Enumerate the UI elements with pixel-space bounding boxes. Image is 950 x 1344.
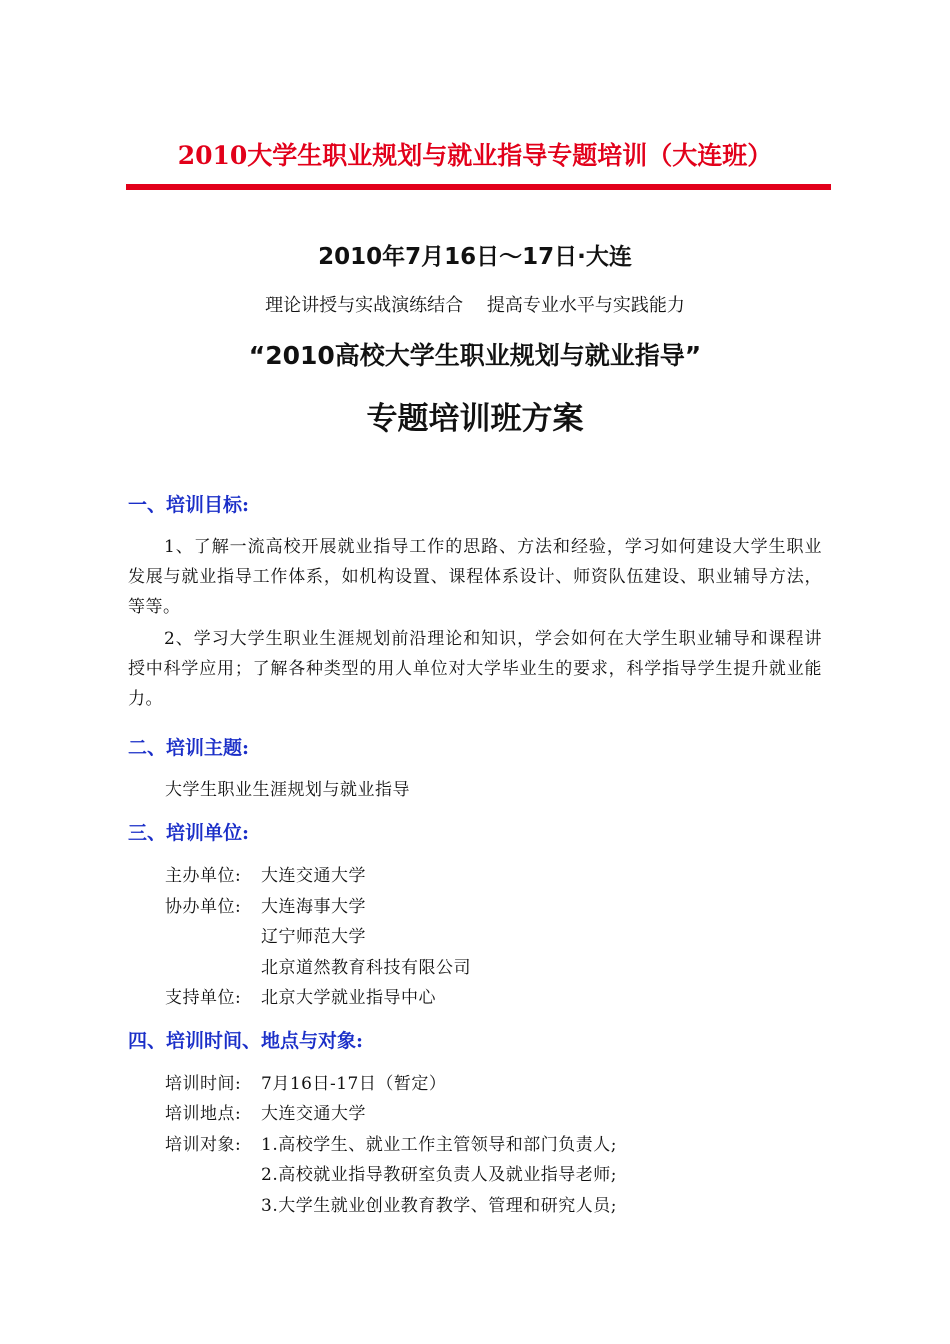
co-unit-label: 协办单位: xyxy=(165,897,242,917)
training-place-label: 培训地点: xyxy=(165,1104,242,1124)
section-heading-schedule: 四、培训时间、地点与对象: xyxy=(128,1030,364,1052)
co-unit-value: 北京道然教育科技有限公司 xyxy=(261,958,471,978)
training-time-label: 培训时间: xyxy=(165,1074,242,1094)
section-heading-objectives: 一、培训目标: xyxy=(128,494,250,516)
co-unit-value: 辽宁师范大学 xyxy=(261,927,366,947)
objective-paragraph-1: 1、了解一流高校开展就业指导工作的思路、方法和经验，学习如何建设大学生职业发展与就业指导工作体系，如机构设置、课程体系设计、师资队伍建设、职业辅导方法，等等。 xyxy=(128,537,822,617)
host-unit-value: 大连交通大学 xyxy=(261,866,366,886)
support-unit-label: 支持单位: xyxy=(165,988,242,1008)
training-audience-item: 1.高校学生、就业工作主管领导和部门负责人; xyxy=(261,1135,617,1155)
program-type-heading: 专题培训班方案 xyxy=(366,401,584,437)
program-name: “2010高校大学生职业规划与就业指导” xyxy=(248,341,702,370)
training-time-value: 7月16日-17日（暂定） xyxy=(261,1074,447,1094)
support-unit-value: 北京大学就业指导中心 xyxy=(261,988,436,1008)
co-unit-value: 大连海事大学 xyxy=(261,897,366,917)
training-audience-item: 3.大学生就业创业教育教学、管理和研究人员; xyxy=(261,1196,617,1216)
training-audience-label: 培训对象: xyxy=(165,1135,242,1155)
section-heading-theme: 二、培训主题: xyxy=(128,737,250,759)
objective-paragraph-2: 2、学习大学生职业生涯规划前沿理论和知识，学会如何在大学生职业辅导和课程讲授中科学应用；了解各种类型的用人单位对大学毕业生的要求，科学指导学生提升就业能力。 xyxy=(128,629,822,709)
document-title: 2010大学生职业规划与就业指导专题培训（大连班） xyxy=(177,141,773,170)
date-location-line: 2010年7月16日～17日·大连 xyxy=(318,244,632,270)
training-place-value: 大连交通大学 xyxy=(261,1104,366,1124)
section-heading-units: 三、培训单位: xyxy=(128,822,250,844)
training-audience-item: 2.高校就业指导教研室负责人及就业指导老师; xyxy=(261,1165,617,1185)
title-underline-rule xyxy=(126,184,831,190)
motto-line: 理论讲授与实战演练结合 提高专业水平与实践能力 xyxy=(265,295,685,316)
host-unit-label: 主办单位: xyxy=(165,866,242,886)
theme-text: 大学生职业生涯规划与就业指导 xyxy=(165,780,410,800)
